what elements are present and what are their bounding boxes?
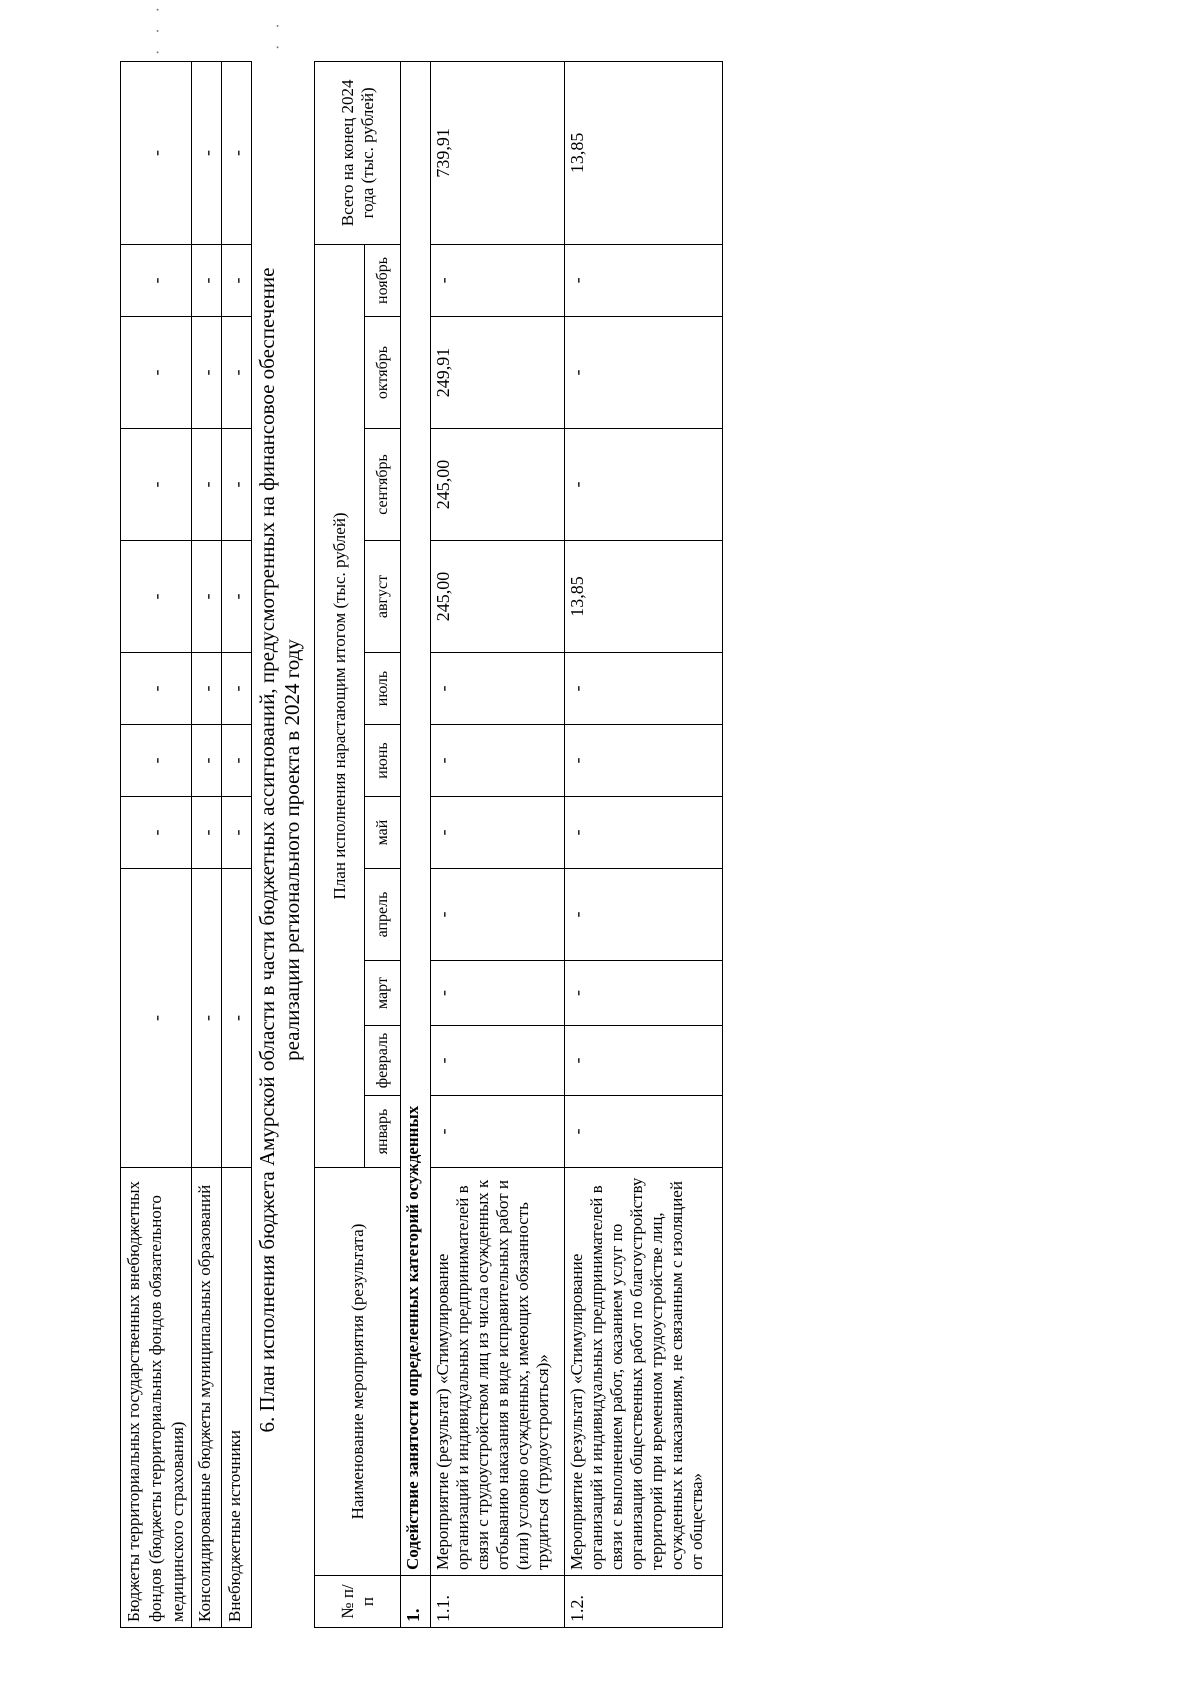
section-heading <box>255 110 305 1590</box>
value-cell: - <box>222 62 252 245</box>
value-cell: - <box>431 653 565 725</box>
month-header: октябрь <box>365 317 401 429</box>
month-header: апрель <box>365 869 401 961</box>
table-row <box>431 61 565 1627</box>
value-cell: - <box>565 317 723 429</box>
header-num: № п/п <box>315 1576 401 1628</box>
value-cell: - <box>565 429 723 541</box>
value-cell: 249,91 <box>431 317 565 429</box>
value-cell: - <box>431 1096 565 1168</box>
table-row <box>565 61 723 1627</box>
value-cell: - <box>222 725 252 797</box>
value-cell: - <box>222 541 252 653</box>
value-cell: - <box>565 797 723 869</box>
value-cell: - <box>565 1026 723 1096</box>
month-header: июль <box>365 653 401 725</box>
value-cell: - <box>431 869 565 961</box>
value-cell: - <box>565 725 723 797</box>
header-name: Наименование мероприятия (результата) <box>315 1168 401 1576</box>
value-cell: - <box>192 797 222 869</box>
value-cell: - <box>121 317 192 429</box>
scan-artifact: · · <box>270 17 287 50</box>
value-cell: - <box>431 1026 565 1096</box>
value-cell: 245,00 <box>431 541 565 653</box>
value-cell: - <box>121 725 192 797</box>
row-name: Мероприятие (результат) «Стимулирование организаций и индивидуальных предпринимателей в связи с трудоустройством лиц из числа осужденных к отбыванию наказания в виде исправительных работ и (или) условно осужденных, имеющих обязанность трудиться (трудоустроиться)» <box>431 1168 565 1576</box>
value-cell: - <box>192 725 222 797</box>
value-cell: - <box>222 869 252 1168</box>
section-num: 1. <box>401 1576 431 1628</box>
value-cell: - <box>192 317 222 429</box>
value-cell: - <box>192 541 222 653</box>
value-cell: - <box>222 653 252 725</box>
value-cell: 245,00 <box>431 429 565 541</box>
row-num: 1.2. <box>565 1576 723 1628</box>
value-cell: - <box>431 797 565 869</box>
header-plan: План исполнения нарастающим итогом (тыс. рублей) <box>315 244 365 1167</box>
value-cell: - <box>431 961 565 1026</box>
month-header: ноябрь <box>365 244 401 316</box>
value-cell: - <box>222 797 252 869</box>
value-cell: - <box>192 62 222 245</box>
value-cell: - <box>565 244 723 316</box>
row-num: 1.1. <box>431 1576 565 1628</box>
value-cell: - <box>222 429 252 541</box>
row-total: 13,85 <box>565 61 723 244</box>
month-header: июнь <box>365 725 401 797</box>
row-label: Внебюджетные источники <box>222 1168 252 1628</box>
value-cell: - <box>121 869 192 1168</box>
row-name: Мероприятие (результат) «Стимулирование организаций и индивидуальных предпринимателей в связи с выполнением работ, оказанием услуг по организации общественных работ по благоустройству территорий при временном трудоустройстве лиц, осужденных к наказаниям, не связанным с изоляцией от общества» <box>565 1168 723 1576</box>
value-cell: - <box>431 725 565 797</box>
value-cell: - <box>121 62 192 245</box>
section-row <box>401 61 431 1627</box>
value-cell: - <box>121 245 192 317</box>
month-header: май <box>365 797 401 869</box>
table-row <box>192 62 222 1628</box>
month-header: март <box>365 961 401 1026</box>
value-cell: - <box>222 317 252 429</box>
month-header: сентябрь <box>365 429 401 541</box>
header-row <box>315 61 365 1627</box>
month-header: январь <box>365 1096 401 1168</box>
heading-line-1: 6. План исполнения бюджета Амурской области в части бюджетных ассигнований, предусмотренных на финансовое обеспечение <box>255 267 279 1433</box>
row-label: Консолидированные бюджеты муниципальных образований <box>192 1168 222 1628</box>
value-cell: - <box>192 869 222 1168</box>
value-cell: - <box>565 961 723 1026</box>
row-total: 739,91 <box>431 61 565 244</box>
value-cell: - <box>192 653 222 725</box>
table-row <box>222 62 252 1628</box>
row-label: Бюджеты территориальных государственных внебюджетных фондов (бюджеты территориальных фондов обязательного медицинского страхования) <box>121 1168 192 1628</box>
scan-artifact: · · · <box>150 1 167 55</box>
value-cell: - <box>121 653 192 725</box>
month-header: август <box>365 541 401 653</box>
section-title: Содействие занятости определенных категорий осужденных <box>401 61 431 1575</box>
value-cell: - <box>222 245 252 317</box>
budget-plan-table <box>314 61 723 1628</box>
value-cell: - <box>121 797 192 869</box>
value-cell: - <box>565 1096 723 1168</box>
value-cell: - <box>121 541 192 653</box>
month-header: февраль <box>365 1026 401 1096</box>
value-cell: - <box>121 429 192 541</box>
value-cell: - <box>565 869 723 961</box>
header-total: Всего на конец 2024 года (тыс. рублей) <box>315 61 401 244</box>
heading-line-2: реализации регионального проекта в 2024 году <box>280 639 304 1061</box>
value-cell: - <box>431 244 565 316</box>
table-row <box>121 62 192 1628</box>
budget-sources-table <box>120 61 252 1628</box>
value-cell: - <box>192 245 222 317</box>
value-cell: - <box>565 653 723 725</box>
value-cell: - <box>192 429 222 541</box>
value-cell: 13,85 <box>565 541 723 653</box>
